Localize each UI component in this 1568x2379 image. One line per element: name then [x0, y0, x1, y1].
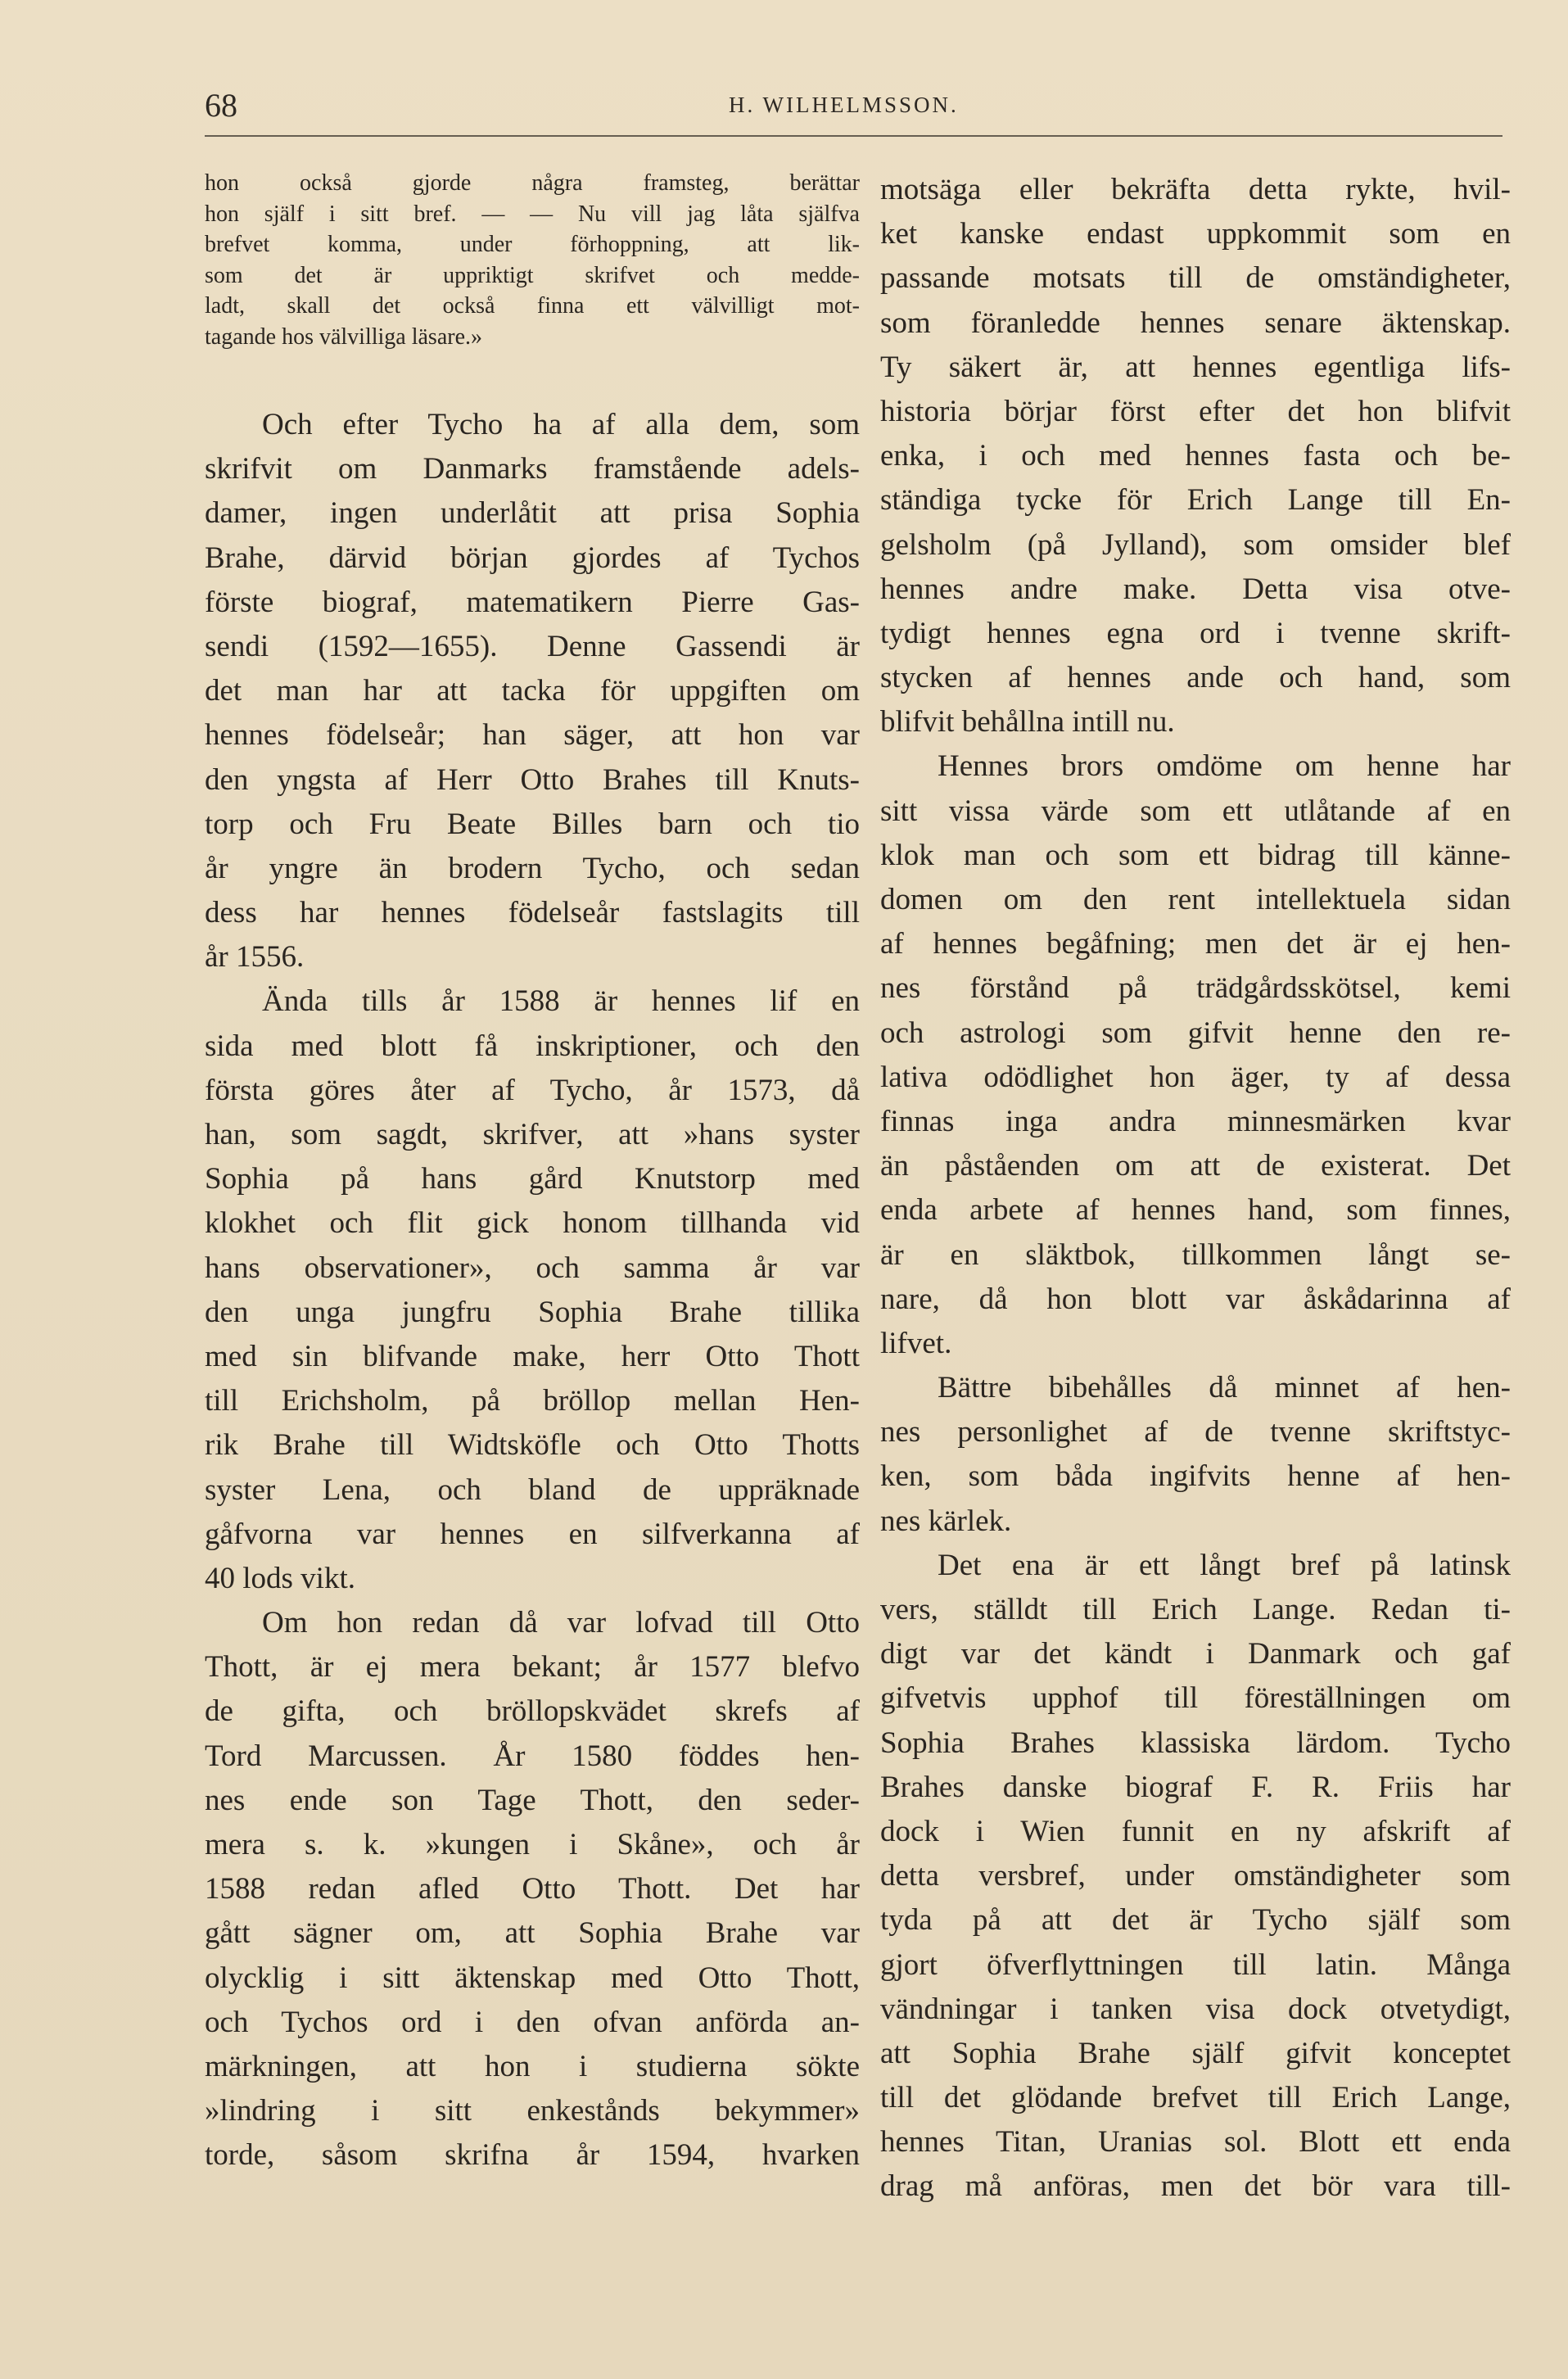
text-line: vers, ställdt till Erich Lange. Redan ti- [880, 1593, 1511, 1626]
right-column [880, 168, 1511, 2209]
text-line: och astrologi som gifvit henne den re- [880, 1015, 1511, 1050]
text-line: passande motsats till de omständigheter, [880, 261, 1511, 296]
paragraph [880, 168, 1511, 744]
text-line: stycken af hennes ande och hand, som [880, 661, 1511, 695]
text-line: sitt vissa värde som ett utlåtande af en [880, 794, 1511, 828]
text-line: den yngsta af Herr Otto Brahes till Knuts- [205, 762, 860, 797]
text-line: är en släktbok, tillkommen långt se- [880, 1237, 1511, 1272]
text-line: gelsholm (på Jylland), som omsider blef [880, 527, 1511, 562]
text-line: och Tychos ord i den ofvan anförda an- [205, 2005, 860, 2039]
text-line: enka, i och med hennes fasta och be- [880, 439, 1511, 473]
text-line: sendi (1592—1655). Denne Gassendi är [205, 629, 860, 663]
text-line: Bättre bibehålles då minnet af hen- [938, 1371, 1511, 1405]
text-line: Sophia på hans gård Knutstorp med [205, 1162, 860, 1196]
text-line: olycklig i sitt äktenskap med Otto Thott, [205, 1961, 860, 1995]
section-gap [205, 352, 860, 403]
text-line: klok man och som ett bidrag till känne- [880, 838, 1511, 872]
text-line: historia börjar först efter det hon blifvit [880, 394, 1511, 428]
text-line: till Erichsholm, på bröllop mellan Hen- [205, 1384, 860, 1418]
text-line: märkningen, att hon i studierna sökte [205, 2049, 860, 2083]
text-line: än påståenden om att de existerat. Det [880, 1149, 1511, 1183]
text-line: mera s. k. »kungen i Skåne», och år [205, 1828, 860, 1861]
text-line: Det ena är ett långt bref på latinsk [938, 1548, 1511, 1582]
text-line: dock i Wien funnit en ny afskrift af [880, 1814, 1511, 1848]
text-line: syster Lena, och bland de uppräknade [205, 1472, 860, 1507]
text-line: ket kanske endast uppkommit som en [880, 217, 1511, 251]
text-line: gåfvorna var hennes en silfverkanna af [205, 1517, 860, 1551]
text-line: gifvetvis upphof till föreställningen om [880, 1681, 1511, 1716]
text-line: 1588 redan afled Otto Thott. Det har [205, 1872, 860, 1906]
paragraph [880, 1544, 1511, 2209]
text-line: att Sophia Brahe själf gifvit konceptet [880, 2036, 1511, 2070]
paragraph [205, 1601, 860, 2178]
text-line: hennes Titan, Uranias sol. Blott ett enda [880, 2125, 1511, 2160]
text-line: finnas inga andra minnesmärken kvar [880, 1104, 1511, 1138]
quote-line: tagande hos välvilliga läsare.» [205, 323, 482, 350]
text-line: skrifvit om Danmarks framstående adels- [205, 452, 860, 486]
text-line: lifvet. [880, 1326, 952, 1360]
running-head: H. WILHELMSSON. [729, 93, 959, 117]
text-line: Hennes brors omdöme om henne har [938, 749, 1511, 784]
text-line: Brahe, därvid början gjordes af Tychos [205, 540, 860, 575]
text-line: ken, som båda ingifvits henne af hen- [880, 1459, 1511, 1494]
text-line: domen om den rent intellektuela sidan [880, 883, 1511, 916]
text-line: Tord Marcussen. År 1580 föddes hen- [205, 1739, 860, 1773]
paragraph [205, 979, 860, 1601]
left-column [205, 168, 860, 2178]
text-line: af hennes begåfning; men det är ej hen- [880, 927, 1511, 961]
text-line: rik Brahe till Widtsköfle och Otto Thotts [205, 1428, 860, 1463]
text-line: »lindring i sitt enkestånds bekymmer» [205, 2094, 860, 2128]
text-line: Thott, är ej mera bekant; år 1577 blefvo [205, 1650, 860, 1685]
header-rule [205, 135, 1502, 137]
text-line: drag må anföras, men det bör vara till- [880, 2169, 1511, 2204]
text-line: damer, ingen underlåtit att prisa Sophia [205, 496, 860, 531]
text-line: blifvit behållna intill nu. [880, 705, 1175, 739]
text-line: vändningar i tanken visa dock otvetydigt, [880, 1992, 1511, 2026]
text-line: Ända tills år 1588 är hennes lif en [262, 984, 860, 1019]
paragraph [880, 744, 1511, 1366]
quote-line: som det är uppriktigt skrifvet och medde- [205, 262, 860, 288]
text-line: Sophia Brahes klassiska lärdom. Tycho [880, 1725, 1511, 1760]
text-line: han, som sagdt, skrifver, att »hans syster [205, 1118, 860, 1151]
text-line: till det glödande brefvet till Erich Lange, [880, 2081, 1511, 2115]
text-line: den unga jungfru Sophia Brahe tillika [205, 1295, 860, 1329]
text-line: hennes födelseår; han säger, att hon var [205, 718, 860, 753]
text-line: gjort öfverflyttningen till latin. Många [880, 1947, 1511, 1982]
text-line: tydigt hennes egna ord i tvenne skrift- [880, 616, 1511, 650]
text-line: torp och Fru Beate Billes barn och tio [205, 807, 860, 841]
page-number: 68 [205, 87, 237, 124]
paragraph [880, 1366, 1511, 1544]
text-line: nes förstånd på trädgårdsskötsel, kemi [880, 971, 1511, 1006]
quote-line: hon också gjorde några framsteg, berättar [205, 170, 860, 196]
text-line: de gifta, och bröllopskvädet skrefs af [205, 1694, 860, 1729]
text-line: enda arbete af hennes hand, som finnes, [880, 1193, 1511, 1228]
paragraph [205, 403, 860, 979]
text-line: nes ende son Tage Thott, den seder- [205, 1783, 860, 1817]
text-line: dess har hennes födelseår fastslagits till [205, 896, 860, 930]
text-line: digt var det kändt i Danmark och gaf [880, 1637, 1511, 1671]
text-line: år yngre än brodern Tycho, och sedan [205, 851, 860, 885]
text-line: hennes andre make. Detta visa otve- [880, 572, 1511, 606]
page-header [205, 78, 1502, 127]
text-line: klokhet och flit gick honom tillhanda vid [205, 1206, 860, 1241]
text-line: motsäga eller bekräfta detta rykte, hvil- [880, 173, 1511, 206]
text-line: nes personlighet af de tvenne skriftstyc- [880, 1415, 1511, 1450]
text-line: Om hon redan då var lofvad till Otto [262, 1606, 860, 1640]
text-line: 40 lods vikt. [205, 1561, 355, 1595]
text-line: Och efter Tycho ha af alla dem, som [262, 408, 860, 441]
text-line: nes kärlek. [880, 1504, 1012, 1538]
text-line: nare, då hon blott var åskådarinna af [880, 1282, 1511, 1316]
text-line: lativa odödlighet hon äger, ty af dessa [880, 1060, 1511, 1094]
text-line: med sin blifvande make, herr Otto Thott [205, 1339, 860, 1373]
text-line: detta versbref, under omständigheter som [880, 1859, 1511, 1893]
text-line: ständiga tycke för Erich Lange till En- [880, 483, 1511, 518]
text-line: som föranledde hennes senare äktenskap. [880, 305, 1511, 340]
text-line: hans observationer», och samma år var [205, 1251, 860, 1285]
quote-line: brefvet komma, under förhoppning, att lik- [205, 232, 860, 257]
text-line: det man har att tacka för uppgiften om [205, 674, 860, 708]
text-line: Brahes danske biograf F. R. Friis har [880, 1770, 1511, 1804]
text-line: gått sägner om, att Sophia Brahe var [205, 1916, 860, 1951]
text-line: år 1556. [205, 940, 305, 975]
text-line: första göres åter af Tycho, år 1573, då [205, 1073, 860, 1107]
quote-line: hon själf i sitt bref. — — Nu vill jag låta själfva [205, 201, 860, 227]
text-line: sida med blott få inskriptioner, och den [205, 1029, 860, 1063]
text-line: Ty säkert är, att hennes egentliga lifs- [880, 350, 1511, 384]
text-line: förste biograf, matematikern Pierre Gas- [205, 585, 860, 619]
text-line: torde, såsom skrifna år 1594, hvarken [205, 2138, 860, 2173]
quote-line: ladt, skall det också finna ett välvilligt mot- [205, 293, 860, 319]
text-line: tyda på att det är Tycho själf som [880, 1903, 1511, 1938]
quoted-passage [205, 168, 860, 352]
